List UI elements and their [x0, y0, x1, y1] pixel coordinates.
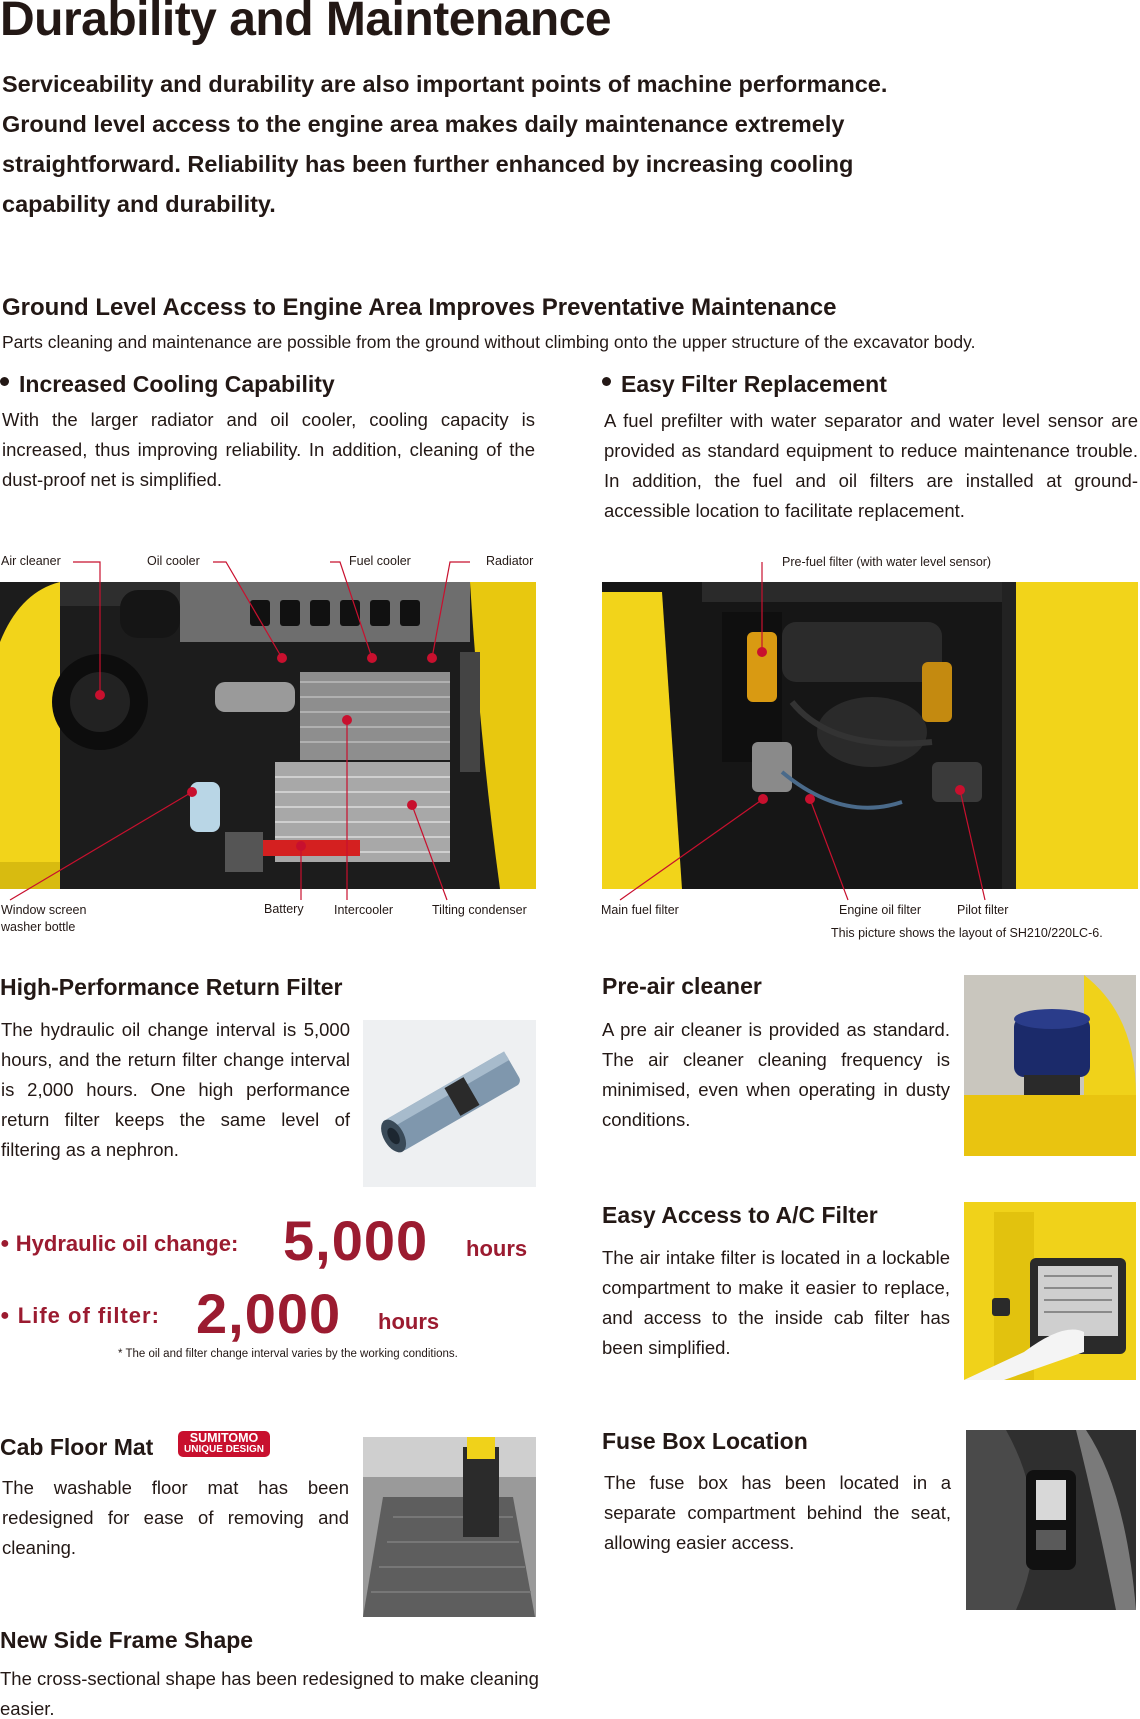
filter-life-label: ● Life of filter: — [0, 1303, 160, 1328]
ground-text: Parts cleaning and maintenance are possible from the ground without climbing onto the upper structure of the excavator body. — [2, 332, 976, 352]
side-frame-heading: New Side Frame Shape — [0, 1627, 254, 1653]
bullet-icon — [602, 377, 611, 386]
cab-mat-photo — [363, 1437, 536, 1617]
badge-line: UNIQUE DESIGN — [184, 1444, 265, 1455]
ground-heading: Ground Level Access to Engine Area Improves Preventative Maintenance — [2, 294, 837, 321]
filter-life-unit: hours — [378, 1309, 440, 1334]
fuse-box-text: The fuse box has been located in a separate compartment behind the seat, allowing easier access. — [604, 1472, 951, 1553]
page-title: Durability and Maintenance — [0, 0, 612, 46]
sumitomo-unique-design-badge — [178, 1431, 270, 1457]
intro-line: capability and durability. — [2, 191, 276, 217]
label-tilting-condenser: Tilting condenser — [432, 903, 527, 917]
badge-line: SUMITOMO — [189, 1431, 259, 1445]
label-oil-cooler: Oil cooler — [147, 554, 200, 568]
return-filter-photo — [363, 1020, 536, 1187]
cooling-heading — [0, 371, 335, 398]
cab-mat-text: The washable floor mat has been redesigned for ease of removing and cleaning. — [2, 1477, 349, 1558]
ac-filter-photo — [964, 1202, 1136, 1380]
filter-heading — [602, 371, 887, 398]
intro-line: straightforward. Reliability has been further enhanced by increasing cooling — [2, 151, 854, 177]
return-filter-text: The hydraulic oil change interval is 5,000 hours, and the return filter change interval is 2,000 hours. One high performance return filter keeps the same level of filtering as a nephron. — [1, 1019, 350, 1160]
filter-life-label-text: Life of filter: — [17, 1303, 160, 1328]
filter-text: A fuel prefilter with water separator and water level sensor are provided as standard equipment to reduce maintenance trouble. In addition, the fuel and oil filters are installed at ground-accessible location to facilitate replacement. — [604, 410, 1138, 521]
pre-air-text: A pre air cleaner is provided as standard. The air cleaner cleaning frequency is minimised, even when operating in dusty conditions. — [602, 1019, 950, 1130]
oil-change-label: ● Hydraulic oil change: — [0, 1231, 239, 1256]
side-frame-text: The cross-sectional shape has been redesigned to make cleaning easier. — [0, 1668, 539, 1719]
label-engine-oil-filter: Engine oil filter — [839, 903, 921, 917]
oil-change-unit: hours — [466, 1236, 528, 1261]
pre-air-heading: Pre-air cleaner — [602, 973, 762, 999]
return-filter-heading: High-Performance Return Filter — [0, 974, 343, 1000]
label-pre-fuel-filter: Pre-fuel filter (with water level sensor) — [782, 555, 992, 569]
cooling-heading-text: Increased Cooling Capability — [19, 371, 335, 397]
fuse-box-heading: Fuse Box Location — [602, 1428, 808, 1454]
cab-mat-heading: Cab Floor Mat — [0, 1434, 154, 1460]
label-battery: Battery — [264, 902, 304, 916]
label-air-cleaner: Air cleaner — [1, 554, 61, 568]
label-main-fuel-filter: Main fuel filter — [601, 903, 679, 917]
interval-note: * The oil and filter change interval varies by the working conditions. — [118, 1348, 458, 1360]
label-line: Window screen — [1, 903, 87, 917]
intro-text — [2, 64, 1122, 224]
fuse-box-photo — [966, 1430, 1136, 1610]
cooling-text: With the larger radiator and oil cooler, cooling capacity is increased, thus improving reliability. In addition, cleaning of the dust-proof net is simplified. — [2, 409, 535, 490]
filter-caption: This picture shows the layout of SH210/220LC-6. — [831, 926, 1103, 940]
label-intercooler: Intercooler — [334, 903, 394, 917]
label-pilot-filter: Pilot filter — [957, 903, 1009, 917]
bullet-icon — [0, 377, 9, 386]
ac-filter-heading: Easy Access to A/C Filter — [602, 1202, 878, 1228]
ac-filter-text: The air intake filter is located in a lockable compartment to make it easier to replace, and access to the inside cab filter has been simplified. — [602, 1247, 950, 1358]
filter-life-value: 2,000 — [196, 1282, 342, 1345]
oil-change-label-text: Hydraulic oil change: — [15, 1231, 239, 1256]
label-washer-bottle — [1, 902, 86, 936]
intro-line: Ground level access to the engine area makes daily maintenance extremely — [2, 111, 845, 137]
label-fuel-cooler: Fuel cooler — [349, 554, 411, 568]
callout-lines — [0, 548, 1140, 948]
oil-change-value: 5,000 — [283, 1209, 429, 1272]
filter-heading-text: Easy Filter Replacement — [621, 371, 887, 397]
intro-line: Serviceability and durability are also important points of machine performance. — [2, 71, 888, 97]
label-radiator: Radiator — [486, 554, 534, 568]
label-line: washer bottle — [1, 920, 76, 934]
pre-air-photo — [964, 975, 1136, 1156]
